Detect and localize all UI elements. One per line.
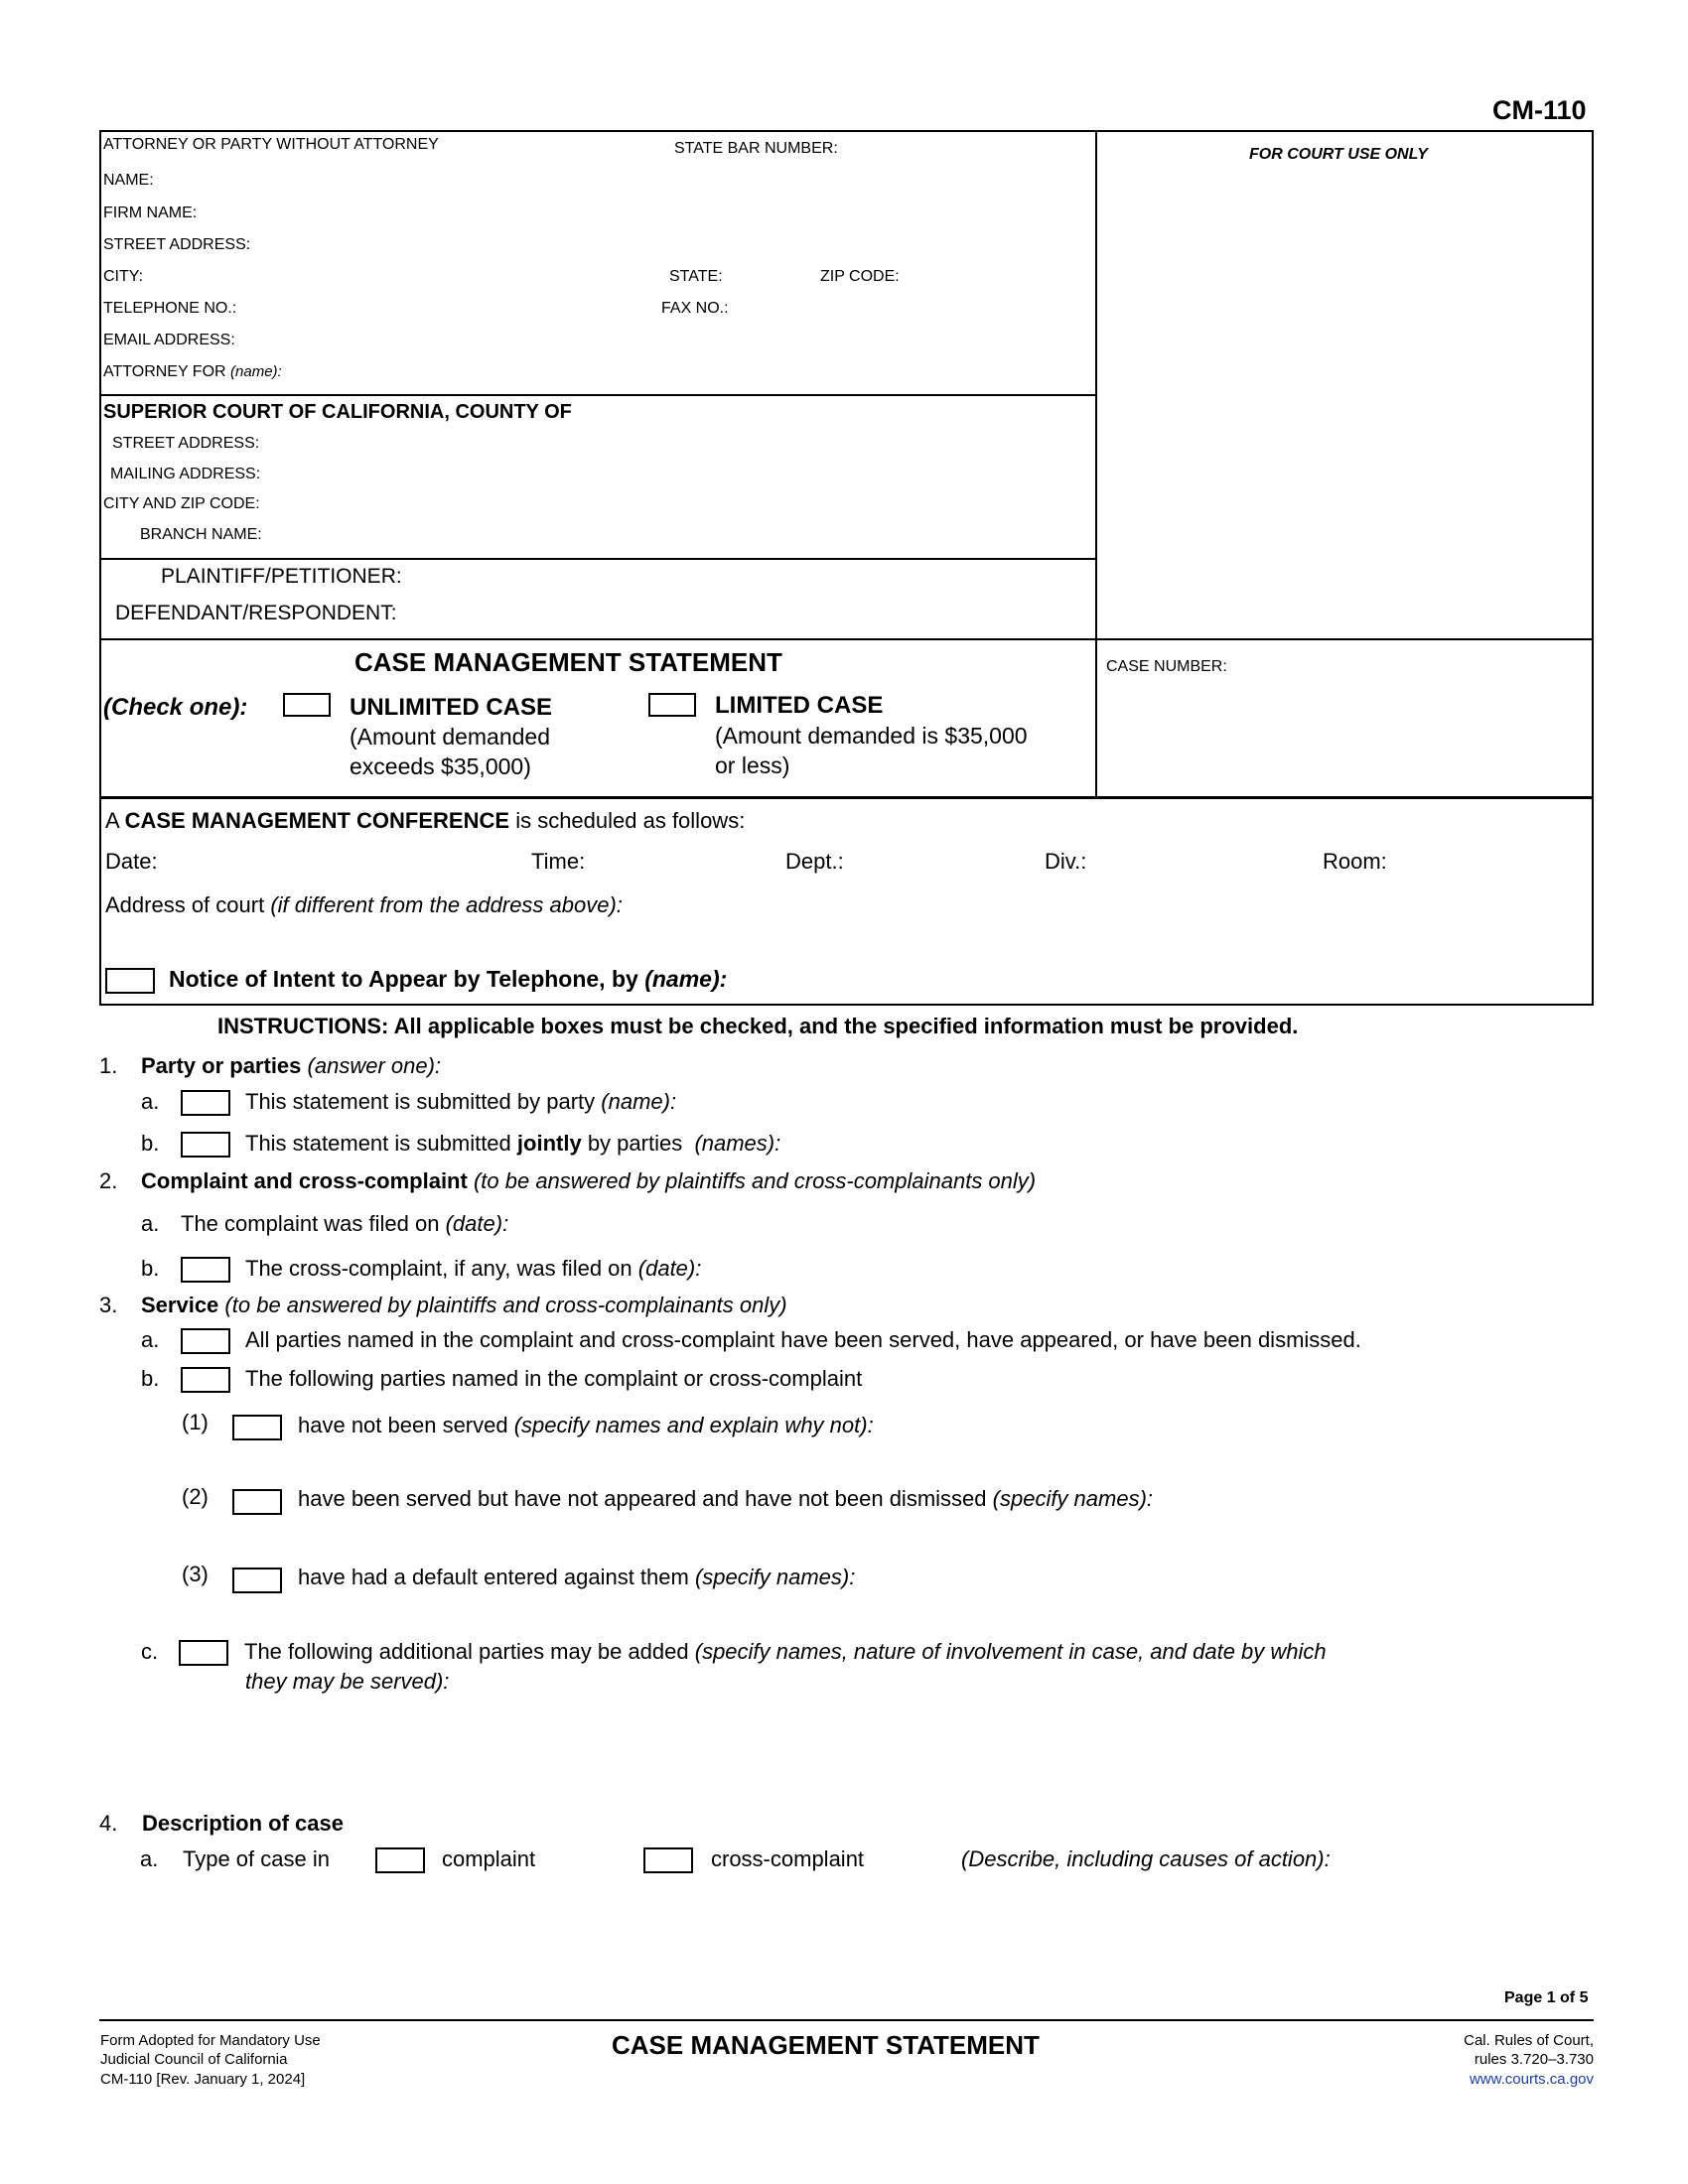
conference-div-label: Div.: bbox=[1045, 849, 1087, 874]
plaintiff-label: PLAINTIFF/PETITIONER: bbox=[161, 565, 402, 588]
item-3b-text: The following parties named in the complaint or cross-complaint bbox=[245, 1366, 863, 1391]
item-3b3-checkbox[interactable] bbox=[232, 1568, 282, 1593]
item-3b3-number: (3) bbox=[182, 1562, 209, 1586]
telephone-notice-text: Notice of Intent to Appear by Telephone, by bbox=[169, 966, 638, 992]
item-2a-text bbox=[181, 1211, 508, 1237]
item-1b-text bbox=[245, 1131, 780, 1157]
court-use-only: FOR COURT USE ONLY bbox=[1249, 146, 1428, 163]
court-branch-label: BRANCH NAME: bbox=[140, 526, 262, 543]
item-3b1-label: have not been served bbox=[298, 1413, 508, 1437]
item-1a-text bbox=[245, 1089, 676, 1115]
footer-rules-1: Cal. Rules of Court, bbox=[1464, 2032, 1594, 2049]
attorney-court-divider bbox=[99, 394, 1096, 396]
item-3-title-text: Service bbox=[141, 1293, 219, 1317]
item-3c-text bbox=[244, 1639, 1327, 1665]
conference-a: A bbox=[105, 808, 119, 833]
conference-room-label: Room: bbox=[1323, 849, 1387, 874]
unlimited-case-label: UNLIMITED CASE bbox=[350, 694, 552, 721]
case-number-label: CASE NUMBER: bbox=[1106, 658, 1227, 675]
item-4-number: 4. bbox=[99, 1811, 118, 1836]
item-1b-note: (names): bbox=[694, 1131, 781, 1156]
name-label: NAME: bbox=[103, 172, 154, 189]
unlimited-case-note-1: (Amount demanded bbox=[350, 724, 551, 750]
state-label: STATE: bbox=[669, 268, 723, 285]
caption-divider bbox=[1095, 130, 1097, 798]
item-2a-note: (date): bbox=[445, 1211, 509, 1236]
limited-case-note-1: (Amount demanded is $35,000 bbox=[715, 723, 1028, 749]
item-1a-letter: a. bbox=[141, 1089, 160, 1114]
footer-rules-2: rules 3.720–3.730 bbox=[1474, 2051, 1594, 2068]
item-3b2-checkbox[interactable] bbox=[232, 1489, 282, 1515]
item-2-note: (to be answered by plaintiffs and cross-complainants only) bbox=[473, 1168, 1037, 1193]
footer-rule bbox=[99, 2019, 1594, 2021]
item-2-title-text: Complaint and cross-complaint bbox=[141, 1168, 468, 1193]
footer-adopted-2: Judicial Council of California bbox=[100, 2051, 288, 2068]
telephone-notice-checkbox[interactable] bbox=[105, 968, 155, 994]
item-1b-post: by parties bbox=[587, 1131, 683, 1156]
title: CASE MANAGEMENT STATEMENT bbox=[354, 647, 782, 677]
item-3b2-note: (specify names): bbox=[992, 1486, 1154, 1511]
attorney-for-label bbox=[103, 363, 282, 381]
check-one-label: (Check one): bbox=[103, 694, 248, 721]
firm-name-label: FIRM NAME: bbox=[103, 205, 198, 221]
court-heading: SUPERIOR COURT OF CALIFORNIA, COUNTY OF bbox=[103, 401, 572, 423]
item-3b3-label: have had a default entered against them bbox=[298, 1565, 689, 1589]
item-4a-cross-label: cross-complaint bbox=[711, 1846, 865, 1871]
conference-dept-label: Dept.: bbox=[785, 849, 844, 874]
telephone-notice-name: (name): bbox=[644, 966, 728, 992]
court-city-zip-label: CITY AND ZIP CODE: bbox=[103, 495, 260, 512]
item-4a-letter: a. bbox=[140, 1846, 159, 1871]
conference-rest: is scheduled as follows: bbox=[515, 808, 746, 833]
item-4a-note: (Describe, including causes of action): bbox=[961, 1846, 1331, 1871]
conference-intro bbox=[105, 808, 745, 834]
item-3a-text: All parties named in the complaint and cross-complaint have been served, have appeared, or have been dismissed. bbox=[245, 1327, 1361, 1352]
item-3b-letter: b. bbox=[141, 1366, 160, 1391]
item-3b1-text bbox=[298, 1413, 874, 1438]
item-3c-checkbox[interactable] bbox=[179, 1640, 228, 1666]
court-parties-divider bbox=[99, 558, 1096, 560]
limited-case-checkbox[interactable] bbox=[648, 693, 696, 717]
footer-adopted-3: CM-110 [Rev. January 1, 2024] bbox=[100, 2071, 306, 2088]
limited-case-note-2: or less) bbox=[715, 752, 790, 778]
instructions: INSTRUCTIONS: All applicable boxes must be checked, and the specified information must be provided. bbox=[217, 1014, 1299, 1038]
item-1b-pre: This statement is submitted bbox=[245, 1131, 511, 1156]
unlimited-case-note-2: exceeds $35,000) bbox=[350, 753, 531, 779]
court-street-label: STREET ADDRESS: bbox=[112, 435, 260, 452]
item-3c-letter: c. bbox=[141, 1639, 159, 1664]
item-4a-complaint-checkbox[interactable] bbox=[375, 1847, 425, 1873]
item-3b2-number: (2) bbox=[182, 1484, 209, 1509]
item-1a-label: This statement is submitted by party bbox=[245, 1089, 596, 1114]
item-3a-checkbox[interactable] bbox=[181, 1328, 230, 1354]
item-4a-cross-checkbox[interactable] bbox=[643, 1847, 693, 1873]
item-1b-letter: b. bbox=[141, 1131, 160, 1156]
item-2-title bbox=[141, 1168, 1036, 1194]
conference-bold: CASE MANAGEMENT CONFERENCE bbox=[124, 808, 510, 833]
defendant-label: DEFENDANT/RESPONDENT: bbox=[115, 602, 397, 624]
item-3b2-text bbox=[298, 1486, 1153, 1512]
item-4-title: Description of case bbox=[142, 1811, 344, 1836]
telephone-label: TELEPHONE NO.: bbox=[103, 300, 237, 317]
limited-case-label: LIMITED CASE bbox=[715, 692, 884, 719]
footer-adopted-1: Form Adopted for Mandatory Use bbox=[100, 2032, 321, 2049]
item-3-number: 3. bbox=[99, 1293, 118, 1317]
item-3c-note-1: (specify names, nature of involvement in case, and date by which bbox=[694, 1639, 1327, 1664]
item-3b3-text bbox=[298, 1565, 855, 1590]
item-1-note: (answer one): bbox=[307, 1053, 442, 1078]
conference-address-note: (if different from the address above): bbox=[270, 892, 623, 917]
item-3b3-note: (specify names): bbox=[694, 1565, 856, 1589]
form-id: CM-110 bbox=[1492, 95, 1587, 125]
attorney-for-note: (name): bbox=[230, 363, 282, 380]
item-1a-checkbox[interactable] bbox=[181, 1090, 230, 1116]
item-1-title-text: Party or parties bbox=[141, 1053, 302, 1078]
page-number: Page 1 of 5 bbox=[1504, 1989, 1589, 2006]
item-2b-text bbox=[245, 1256, 701, 1282]
item-3b2-label: have been served but have not appeared and have not been dismissed bbox=[298, 1486, 987, 1511]
item-3-title bbox=[141, 1293, 787, 1318]
conference-date-label: Date: bbox=[105, 849, 158, 874]
item-4a-complaint-label: complaint bbox=[442, 1846, 536, 1871]
item-1b-bold: jointly bbox=[516, 1131, 582, 1156]
item-1-title bbox=[141, 1053, 441, 1079]
city-label: CITY: bbox=[103, 268, 144, 285]
item-2b-letter: b. bbox=[141, 1256, 160, 1281]
item-2b-checkbox[interactable] bbox=[181, 1257, 230, 1283]
attorney-heading: ATTORNEY OR PARTY WITHOUT ATTORNEY bbox=[103, 136, 439, 153]
item-2b-note: (date): bbox=[637, 1256, 702, 1281]
item-3b1-checkbox[interactable] bbox=[232, 1415, 282, 1440]
item-2a-letter: a. bbox=[141, 1211, 160, 1236]
conference-time-label: Time: bbox=[531, 849, 586, 874]
footer-title: CASE MANAGEMENT STATEMENT bbox=[612, 2030, 1040, 2060]
unlimited-case-checkbox[interactable] bbox=[283, 693, 331, 717]
item-3c-label: The following additional parties may be added bbox=[244, 1639, 689, 1664]
parties-title-divider bbox=[99, 638, 1594, 640]
conference-address-text: Address of court bbox=[105, 892, 265, 917]
conference-address bbox=[105, 892, 623, 918]
item-4a-text: Type of case in bbox=[183, 1846, 330, 1871]
item-1b-checkbox[interactable] bbox=[181, 1132, 230, 1158]
item-3b1-note: (specify names and explain why not): bbox=[513, 1413, 874, 1437]
item-3b-checkbox[interactable] bbox=[181, 1367, 230, 1393]
street-address-label: STREET ADDRESS: bbox=[103, 236, 251, 253]
item-2a-label: The complaint was filed on bbox=[181, 1211, 440, 1236]
item-1a-note: (name): bbox=[601, 1089, 677, 1114]
item-3b1-number: (1) bbox=[182, 1410, 209, 1434]
item-2-number: 2. bbox=[99, 1168, 118, 1193]
email-label: EMAIL ADDRESS: bbox=[103, 332, 235, 348]
title-conference-divider bbox=[99, 796, 1594, 799]
item-2b-label: The cross-complaint, if any, was filed on bbox=[245, 1256, 633, 1281]
courts-link[interactable]: www.courts.ca.gov bbox=[1469, 2071, 1594, 2088]
telephone-notice bbox=[169, 966, 727, 993]
item-3-note: (to be answered by plaintiffs and cross-complainants only) bbox=[224, 1293, 787, 1317]
item-1-number: 1. bbox=[99, 1053, 118, 1078]
attorney-for-text: ATTORNEY FOR bbox=[103, 363, 226, 380]
item-3c-note-2: they may be served): bbox=[245, 1669, 450, 1694]
item-3a-letter: a. bbox=[141, 1327, 160, 1352]
court-mailing-label: MAILING ADDRESS: bbox=[110, 466, 261, 482]
zip-code-label: ZIP CODE: bbox=[820, 268, 900, 285]
fax-label: FAX NO.: bbox=[661, 300, 729, 317]
state-bar-label: STATE BAR NUMBER: bbox=[674, 140, 838, 157]
